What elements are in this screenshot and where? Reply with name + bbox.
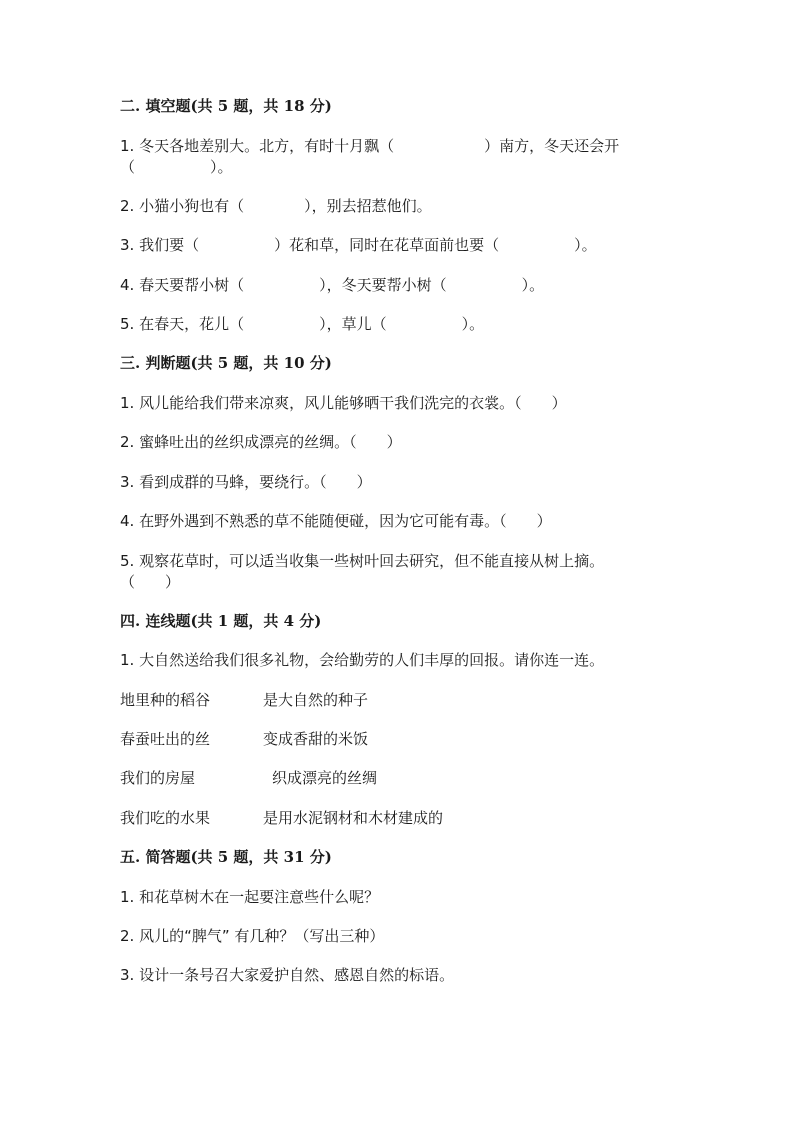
judge-q3: 3. 看到成群的马蜂，要绕行。（ ） bbox=[120, 473, 372, 491]
match-right-item: 变成香甜的米饭 bbox=[263, 730, 369, 748]
judge-q4: 4. 在野外遇到不熟悉的草不能随便碰，因为它可能有毒。（ ） bbox=[120, 512, 552, 530]
judge-q1: 1. 风儿能给我们带来凉爽，风儿能够晒干我们洗完的衣裳。（ ） bbox=[120, 394, 567, 412]
match-left-item: 我们吃的水果 bbox=[120, 809, 211, 827]
judge-q5-line2: （ ） bbox=[120, 573, 181, 591]
short-q3: 3. 设计一条号召大家爱护自然、感恩自然的标语。 bbox=[120, 966, 455, 984]
match-left-item: 地里种的稻谷 bbox=[120, 691, 211, 709]
match-right-item: 是大自然的种子 bbox=[263, 691, 369, 709]
fill-q1-line1: 1. 冬天各地差别大。北方，有时十月飘（ ）南方，冬天还会开 bbox=[120, 137, 620, 155]
match-right-item: 是用水泥钢材和木材建成的 bbox=[263, 809, 444, 827]
match-heading: 四. 连线题(共 1 题，共 4 分) bbox=[120, 612, 322, 630]
match-right-item: 织成漂亮的丝绸 bbox=[272, 769, 378, 787]
match-row bbox=[120, 768, 734, 789]
fill-q2: 2. 小猫小狗也有（ ），别去招惹他们。 bbox=[120, 197, 432, 215]
match-row bbox=[120, 808, 734, 829]
fill-q1-line2: （ ）。 bbox=[120, 158, 233, 176]
short-heading: 五. 简答题(共 5 题，共 31 分) bbox=[120, 848, 332, 866]
judge-q5-line1: 5. 观察花草时，可以适当收集一些树叶回去研究，但不能直接从树上摘。 bbox=[120, 552, 605, 570]
short-q1: 1. 和花草树木在一起要注意些什么呢？ bbox=[120, 888, 380, 906]
match-left-item: 春蚕吐出的丝 bbox=[120, 730, 211, 748]
fill-heading: 二. 填空题(共 5 题，共 18 分) bbox=[120, 97, 332, 115]
short-q2: 2. 风儿的“脾气” 有几种？（写出三种） bbox=[120, 927, 385, 945]
match-row bbox=[120, 690, 734, 711]
match-left-item: 我们的房屋 bbox=[120, 769, 196, 787]
fill-q5: 5. 在春天，花儿（ ），草儿（ ）。 bbox=[120, 315, 485, 333]
match-q1: 1. 大自然送给我们很多礼物，会给勤劳的人们丰厚的回报。请你连一连。 bbox=[120, 651, 605, 669]
judge-q2: 2. 蜜蜂吐出的丝织成漂亮的丝绸。（ ） bbox=[120, 433, 402, 451]
judge-heading: 三. 判断题(共 5 题，共 10 分) bbox=[120, 354, 332, 372]
fill-q3: 3. 我们要（ ）花和草，同时在花草面前也要（ ）。 bbox=[120, 236, 597, 254]
match-row bbox=[120, 729, 734, 750]
fill-q4: 4. 春天要帮小树（ ），冬天要帮小树（ ）。 bbox=[120, 276, 545, 294]
